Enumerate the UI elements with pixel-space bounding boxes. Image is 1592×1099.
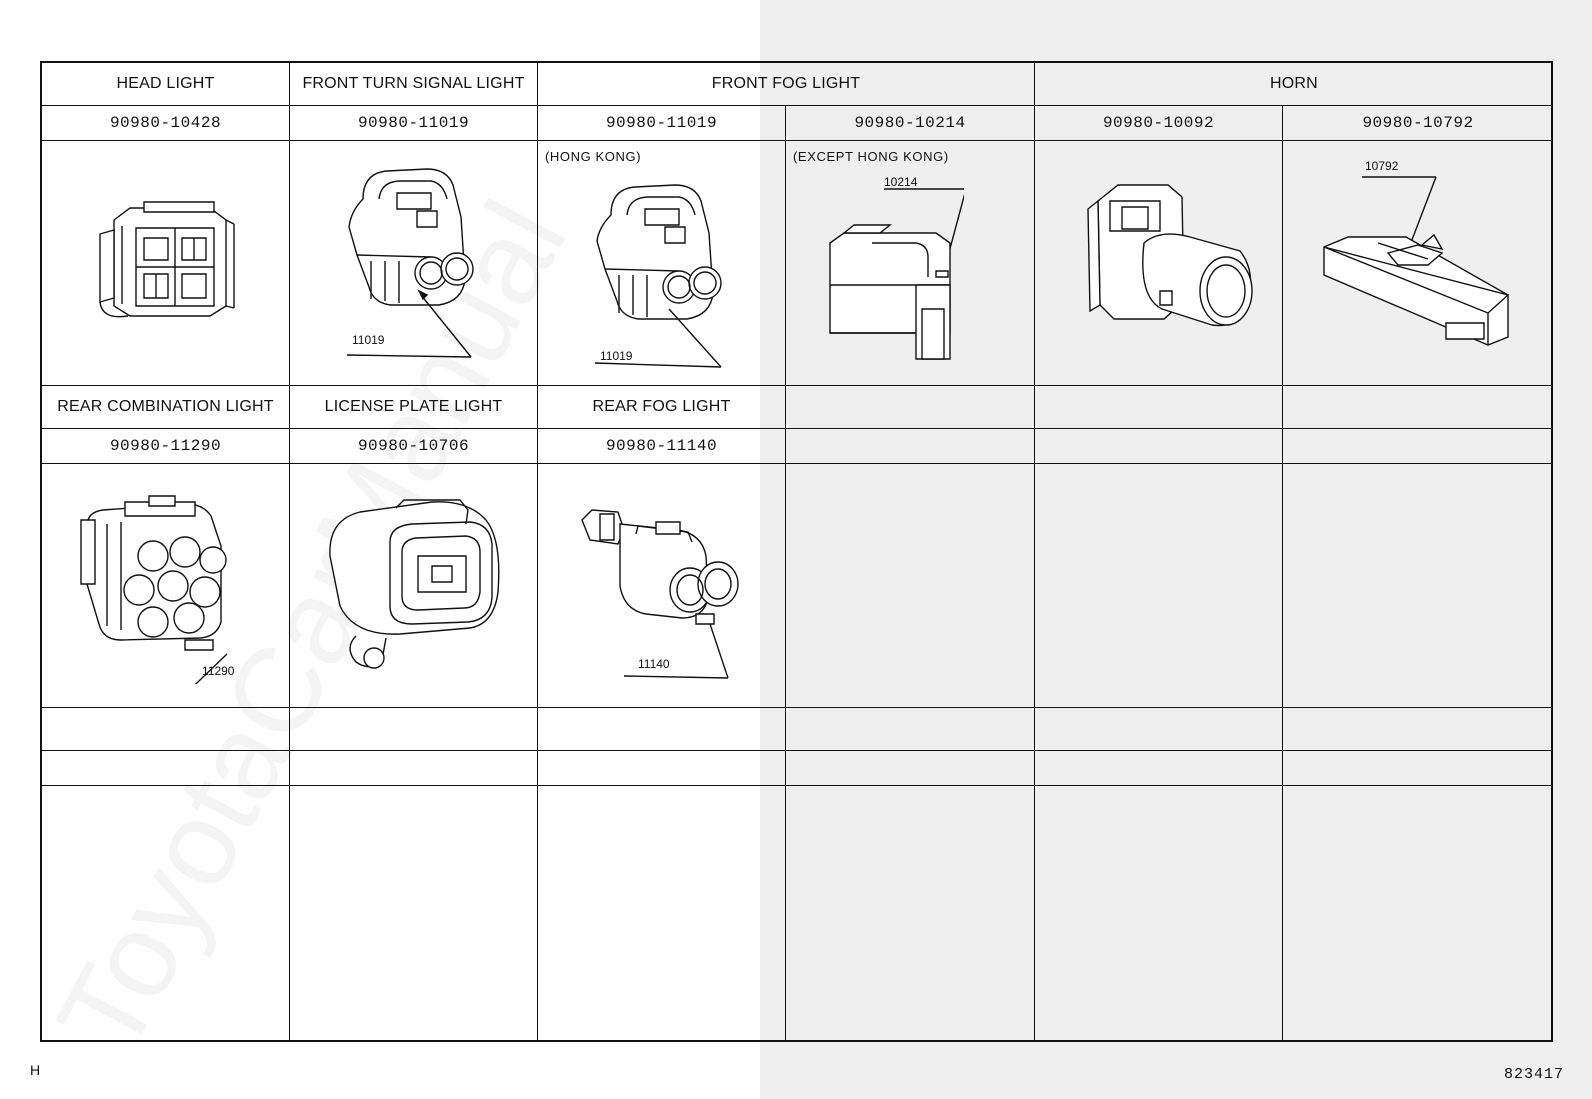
figure-number: 823417	[1503, 1066, 1564, 1083]
part-number-empty	[786, 751, 1035, 786]
image-cell-empty	[290, 786, 538, 1040]
image-cell-front-fog-hong-kong	[538, 141, 786, 386]
header-empty	[786, 708, 1035, 751]
connector-drawing-11290	[77, 494, 257, 684]
part-number-90980-10214: 90980-10214	[786, 106, 1035, 141]
image-cell-empty	[1035, 786, 1283, 1040]
image-cell-empty	[42, 786, 290, 1040]
header-empty	[1035, 386, 1283, 429]
header-empty	[290, 708, 538, 751]
part-number-90980-10428: 90980-10428	[42, 106, 290, 141]
page-section-letter: H	[30, 1062, 41, 1078]
part-number-90980-11019-turn: 90980-11019	[290, 106, 538, 141]
callout-label-10214: 10214	[884, 175, 918, 189]
image-cell-license-plate	[290, 464, 538, 708]
note-hong-kong: (HONG KONG)	[545, 149, 642, 164]
callout-label-10792: 10792	[1365, 159, 1399, 173]
image-cell-empty	[786, 464, 1035, 708]
image-cell-head-light	[42, 141, 290, 386]
connector-drawing-10428	[92, 186, 242, 326]
header-empty	[786, 386, 1035, 429]
part-number-90980-11290: 90980-11290	[42, 429, 290, 464]
callout-label-11019-turn: 11019	[352, 333, 385, 347]
part-number-90980-11140: 90980-11140	[538, 429, 786, 464]
header-front-fog-light: FRONT FOG LIGHT	[538, 63, 1035, 106]
image-cell-horn-10792	[1283, 141, 1553, 386]
connector-drawing-10792	[1318, 165, 1518, 365]
image-cell-rear-combination	[42, 464, 290, 708]
image-cell-empty	[1283, 786, 1553, 1040]
image-cell-empty	[1035, 464, 1283, 708]
callout-label-11290: 11290	[202, 664, 235, 678]
header-head-light: HEAD LIGHT	[42, 63, 290, 106]
connector-drawing-10706	[320, 496, 510, 676]
header-empty	[1283, 708, 1553, 751]
callout-label-11140: 11140	[638, 657, 670, 671]
note-except-hong-kong: (EXCEPT HONG KONG)	[793, 149, 949, 164]
image-cell-front-turn-signal	[290, 141, 538, 386]
header-empty	[1035, 708, 1283, 751]
header-license-plate-light: LICENSE PLATE LIGHT	[290, 386, 538, 429]
part-number-empty	[290, 751, 538, 786]
part-number-empty	[786, 429, 1035, 464]
part-number-empty	[1283, 429, 1553, 464]
connector-drawing-10214	[824, 181, 964, 371]
header-empty	[42, 708, 290, 751]
part-number-90980-10792: 90980-10792	[1283, 106, 1553, 141]
image-cell-front-fog-except-hong-kong	[786, 141, 1035, 386]
part-number-empty	[538, 751, 786, 786]
image-cell-rear-fog	[538, 464, 786, 708]
part-number-empty	[1283, 751, 1553, 786]
header-empty	[1283, 386, 1553, 429]
image-cell-horn-10092	[1035, 141, 1283, 386]
part-number-empty	[42, 751, 290, 786]
image-cell-empty	[1283, 464, 1553, 708]
callout-label-11019-fog: 11019	[600, 349, 633, 363]
part-number-empty	[1035, 751, 1283, 786]
image-cell-empty	[538, 786, 786, 1040]
header-horn: HORN	[1035, 63, 1553, 106]
connector-table	[40, 61, 1553, 1042]
header-empty	[538, 708, 786, 751]
connector-drawing-11019-fog	[583, 177, 753, 377]
header-rear-fog-light: REAR FOG LIGHT	[538, 386, 786, 429]
image-cell-empty	[786, 786, 1035, 1040]
connector-drawing-10092	[1080, 179, 1260, 359]
part-number-empty	[1035, 429, 1283, 464]
part-number-90980-11019-fog: 90980-11019	[538, 106, 786, 141]
part-number-90980-10706: 90980-10706	[290, 429, 538, 464]
header-front-turn-signal-light: FRONT TURN SIGNAL LIGHT	[290, 63, 538, 106]
part-number-90980-10092: 90980-10092	[1035, 106, 1283, 141]
header-rear-combination-light: REAR COMBINATION LIGHT	[42, 386, 290, 429]
